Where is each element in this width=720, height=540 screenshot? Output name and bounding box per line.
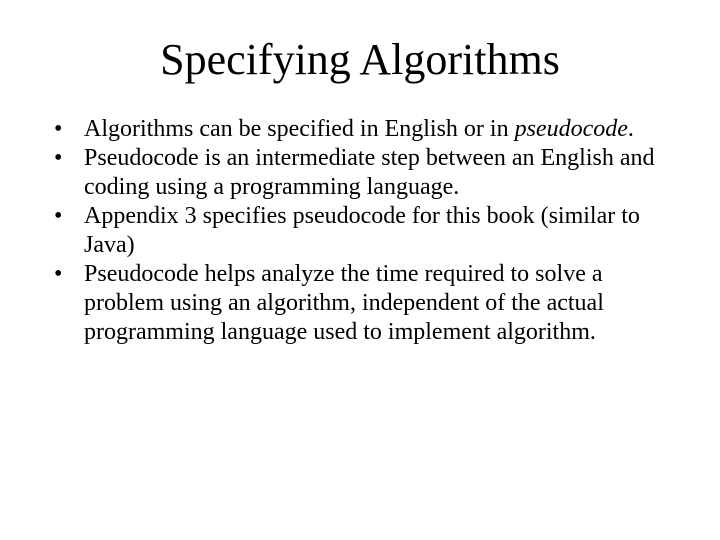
bullet-text-4: Pseudocode helps analyze the time required to solve a problem using an algorithm, independent of the actual programming language used to implement algorithm. [84, 261, 604, 345]
bullet-item-1 [54, 115, 674, 144]
bullet-text-1-main: Algorithms can be specified in English or in [84, 116, 515, 142]
bullet-icon: • [54, 145, 63, 171]
bullet-text-2: Pseudocode is an intermediate step between an English and coding using a programming language. [84, 145, 655, 200]
bullet-list [54, 115, 674, 347]
bullet-icon: • [54, 261, 63, 287]
bullet-item-3 [54, 202, 674, 260]
bullet-item-4 [54, 260, 674, 347]
bullet-icon: • [54, 203, 63, 229]
bullet-text-1 [84, 116, 634, 142]
bullet-text-1-tail: . [627, 116, 634, 142]
bullet-text-1-italic: pseudocode [514, 116, 628, 142]
slide-title: Specifying Algorithms [160, 35, 560, 84]
bullet-icon: • [54, 116, 63, 142]
bullet-item-2 [54, 144, 674, 202]
bullet-text-3: Appendix 3 specifies pseudocode for this book (similar to Java) [84, 203, 640, 258]
